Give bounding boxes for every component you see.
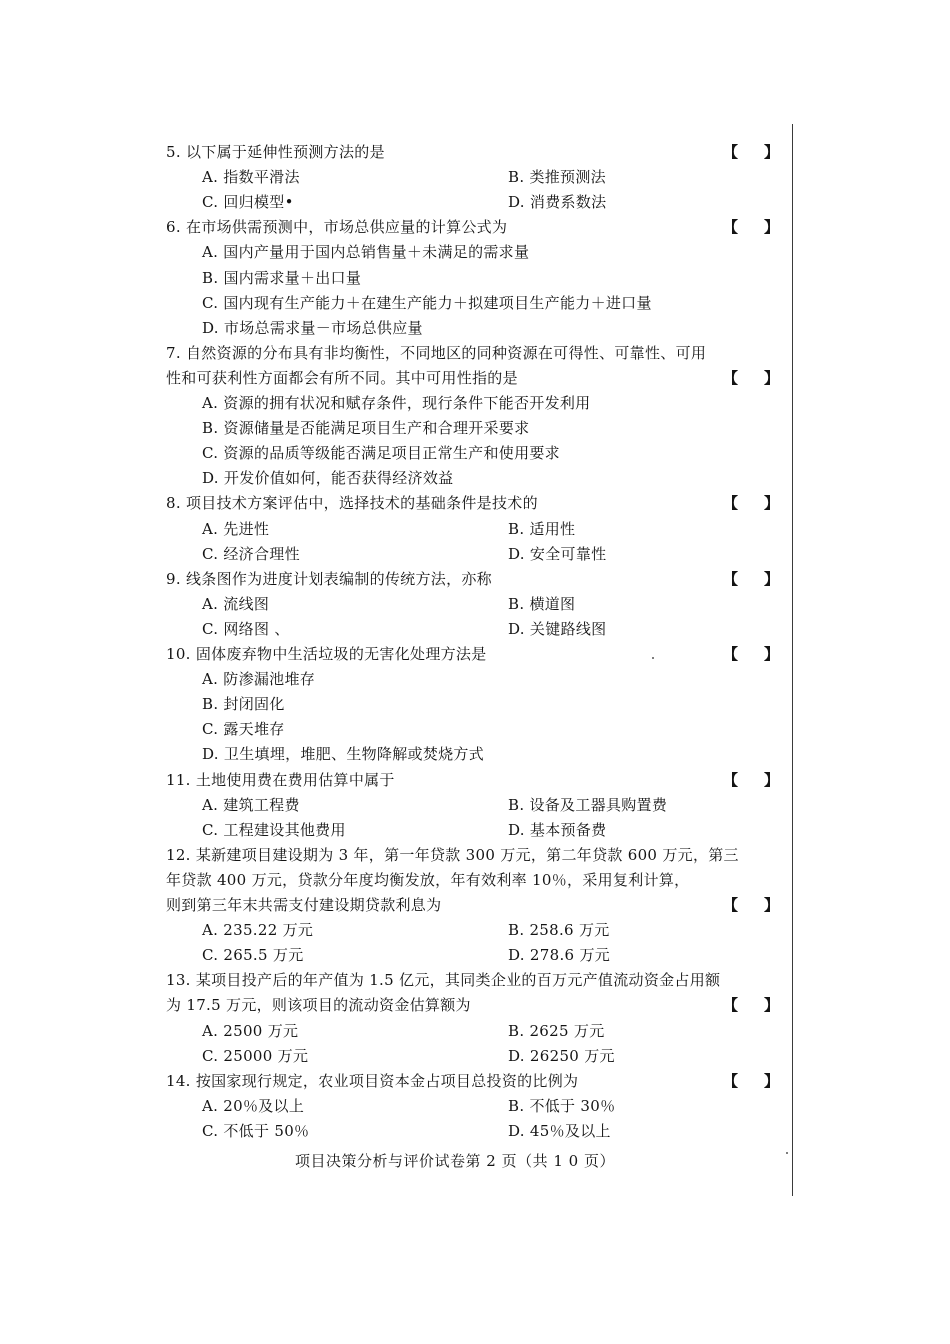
answer-option: C. 25000 万元 [202, 1047, 309, 1065]
answer-option: B. 资源储量是否能满足项目生产和合理开采要求 [202, 419, 530, 437]
question-stem: 6. 在市场供需预测中，市场总供应量的计算公式为 [166, 218, 508, 236]
answer-option: C. 不低于 50％ [202, 1122, 310, 1140]
right-bracket: 】 [763, 143, 779, 161]
question-stem: 8. 项目技术方案评估中，选择技术的基础条件是技术的 [166, 494, 538, 512]
margin-rule [792, 124, 793, 1196]
answer-option: A. 2500 万元 [202, 1022, 299, 1040]
answer-bracket [723, 768, 779, 793]
answer-option: A. 20％及以上 [202, 1097, 305, 1115]
answer-bracket [723, 893, 779, 918]
answer-option: D. 45％及以上 [508, 1122, 611, 1140]
answer-option: B. 2625 万元 [508, 1022, 605, 1040]
right-bracket: 】 [763, 494, 779, 512]
answer-option: C. 经济合理性 [202, 545, 300, 563]
question-stem: 10. 固体废弃物中生活垃圾的无害化处理方法是 [166, 645, 487, 663]
question-stem: 则到第三年末共需支付建设期贷款利息为 [166, 896, 442, 914]
left-bracket: 【 [723, 218, 739, 236]
answer-option: D. 安全可靠性 [508, 545, 607, 563]
question-stem: 13. 某项目投产后的年产值为 1.5 亿元，其同类企业的百万元产值流动资金占用额 [166, 971, 721, 989]
answer-option: A. 建筑工程费 [202, 796, 300, 814]
answer-bracket [723, 567, 779, 592]
left-bracket: 【 [723, 369, 739, 387]
answer-option: B. 不低于 30％ [508, 1097, 616, 1115]
answer-option: A. 防渗漏池堆存 [202, 670, 316, 688]
question-stem: 12. 某新建项目建设期为 3 年，第一年贷款 300 万元，第二年贷款 600 万元，第三 [166, 846, 739, 864]
question-stem: 性和可获利性方面都会有所不同。其中可用性指的是 [166, 369, 518, 387]
question-stem: 5. 以下属于延伸性预测方法的是 [166, 143, 385, 161]
right-bracket: 】 [763, 570, 779, 588]
answer-option: D. 卫生填埋，堆肥、生物降解或焚烧方式 [202, 745, 485, 763]
answer-option: A. 先进性 [202, 520, 270, 538]
right-bracket: 】 [763, 369, 779, 387]
answer-option: C. 资源的品质等级能否满足项目正常生产和使用要求 [202, 444, 560, 462]
answer-option: C. 工程建设其他费用 [202, 821, 346, 839]
answer-option: B. 类推预测法 [508, 168, 606, 186]
answer-option: C. 回归模型• [202, 193, 294, 211]
answer-bracket [723, 993, 779, 1018]
answer-option: C. 露天堆存 [202, 720, 285, 738]
scan-speck [786, 1152, 788, 1154]
answer-option: D. 消费系数法 [508, 193, 607, 211]
question-stem: 为 17.5 万元，则该项目的流动资金估算额为 [166, 996, 471, 1014]
left-bracket: 【 [723, 996, 739, 1014]
answer-option: A. 流线图 [202, 595, 270, 613]
scan-speck [652, 657, 654, 659]
left-bracket: 【 [723, 570, 739, 588]
left-bracket: 【 [723, 645, 739, 663]
page-footer: 项目决策分析与评价试卷第 2 页（共 1 0 页） [295, 1152, 615, 1170]
answer-bracket [723, 642, 779, 667]
question-stem: 11. 土地使用费在费用估算中属于 [166, 771, 395, 789]
answer-bracket [723, 140, 779, 165]
answer-option: B. 258.6 万元 [508, 921, 610, 939]
right-bracket: 】 [763, 218, 779, 236]
answer-bracket [723, 1069, 779, 1094]
answer-option: D. 开发价值如何，能否获得经济效益 [202, 469, 454, 487]
right-bracket: 】 [763, 771, 779, 789]
answer-option: D. 关键路线图 [508, 620, 607, 638]
left-bracket: 【 [723, 896, 739, 914]
answer-option: D. 基本预备费 [508, 821, 607, 839]
question-stem: 14. 按国家现行规定，农业项目资本金占项目总投资的比例为 [166, 1072, 579, 1090]
answer-option: C. 网络图 、 [202, 620, 290, 638]
answer-option: A. 指数平滑法 [202, 168, 300, 186]
left-bracket: 【 [723, 143, 739, 161]
question-stem: 7. 自然资源的分布具有非均衡性，不同地区的同种资源在可得性、可靠性、可用 [166, 344, 707, 362]
answer-option: B. 设备及工器具购置费 [508, 796, 668, 814]
answer-option: B. 横道图 [508, 595, 576, 613]
question-stem: 年贷款 400 万元，贷款分年度均衡发放，年有效利率 10％，采用复利计算， [166, 871, 690, 889]
right-bracket: 】 [763, 645, 779, 663]
right-bracket: 】 [763, 1072, 779, 1090]
answer-option: A. 国内产量用于国内总销售量＋未满足的需求量 [202, 243, 530, 261]
answer-bracket [723, 366, 779, 391]
answer-option: A. 资源的拥有状况和赋存条件，现行条件下能否开发利用 [202, 394, 591, 412]
answer-option: D. 市场总需求量－市场总供应量 [202, 319, 423, 337]
question-stem: 9. 线条图作为进度计划表编制的传统方法，亦称 [166, 570, 492, 588]
left-bracket: 【 [723, 771, 739, 789]
answer-option: D. 278.6 万元 [508, 946, 611, 964]
answer-option: B. 封闭固化 [202, 695, 285, 713]
answer-option: C. 国内现有生产能力＋在建生产能力＋拟建项目生产能力＋进口量 [202, 294, 652, 312]
right-bracket: 】 [763, 996, 779, 1014]
left-bracket: 【 [723, 494, 739, 512]
answer-option: B. 适用性 [508, 520, 576, 538]
right-bracket: 】 [763, 896, 779, 914]
answer-bracket [723, 215, 779, 240]
answer-bracket [723, 491, 779, 516]
left-bracket: 【 [723, 1072, 739, 1090]
answer-option: B. 国内需求量＋出口量 [202, 269, 362, 287]
answer-option: C. 265.5 万元 [202, 946, 304, 964]
answer-option: A. 235.22 万元 [202, 921, 314, 939]
answer-option: D. 26250 万元 [508, 1047, 615, 1065]
